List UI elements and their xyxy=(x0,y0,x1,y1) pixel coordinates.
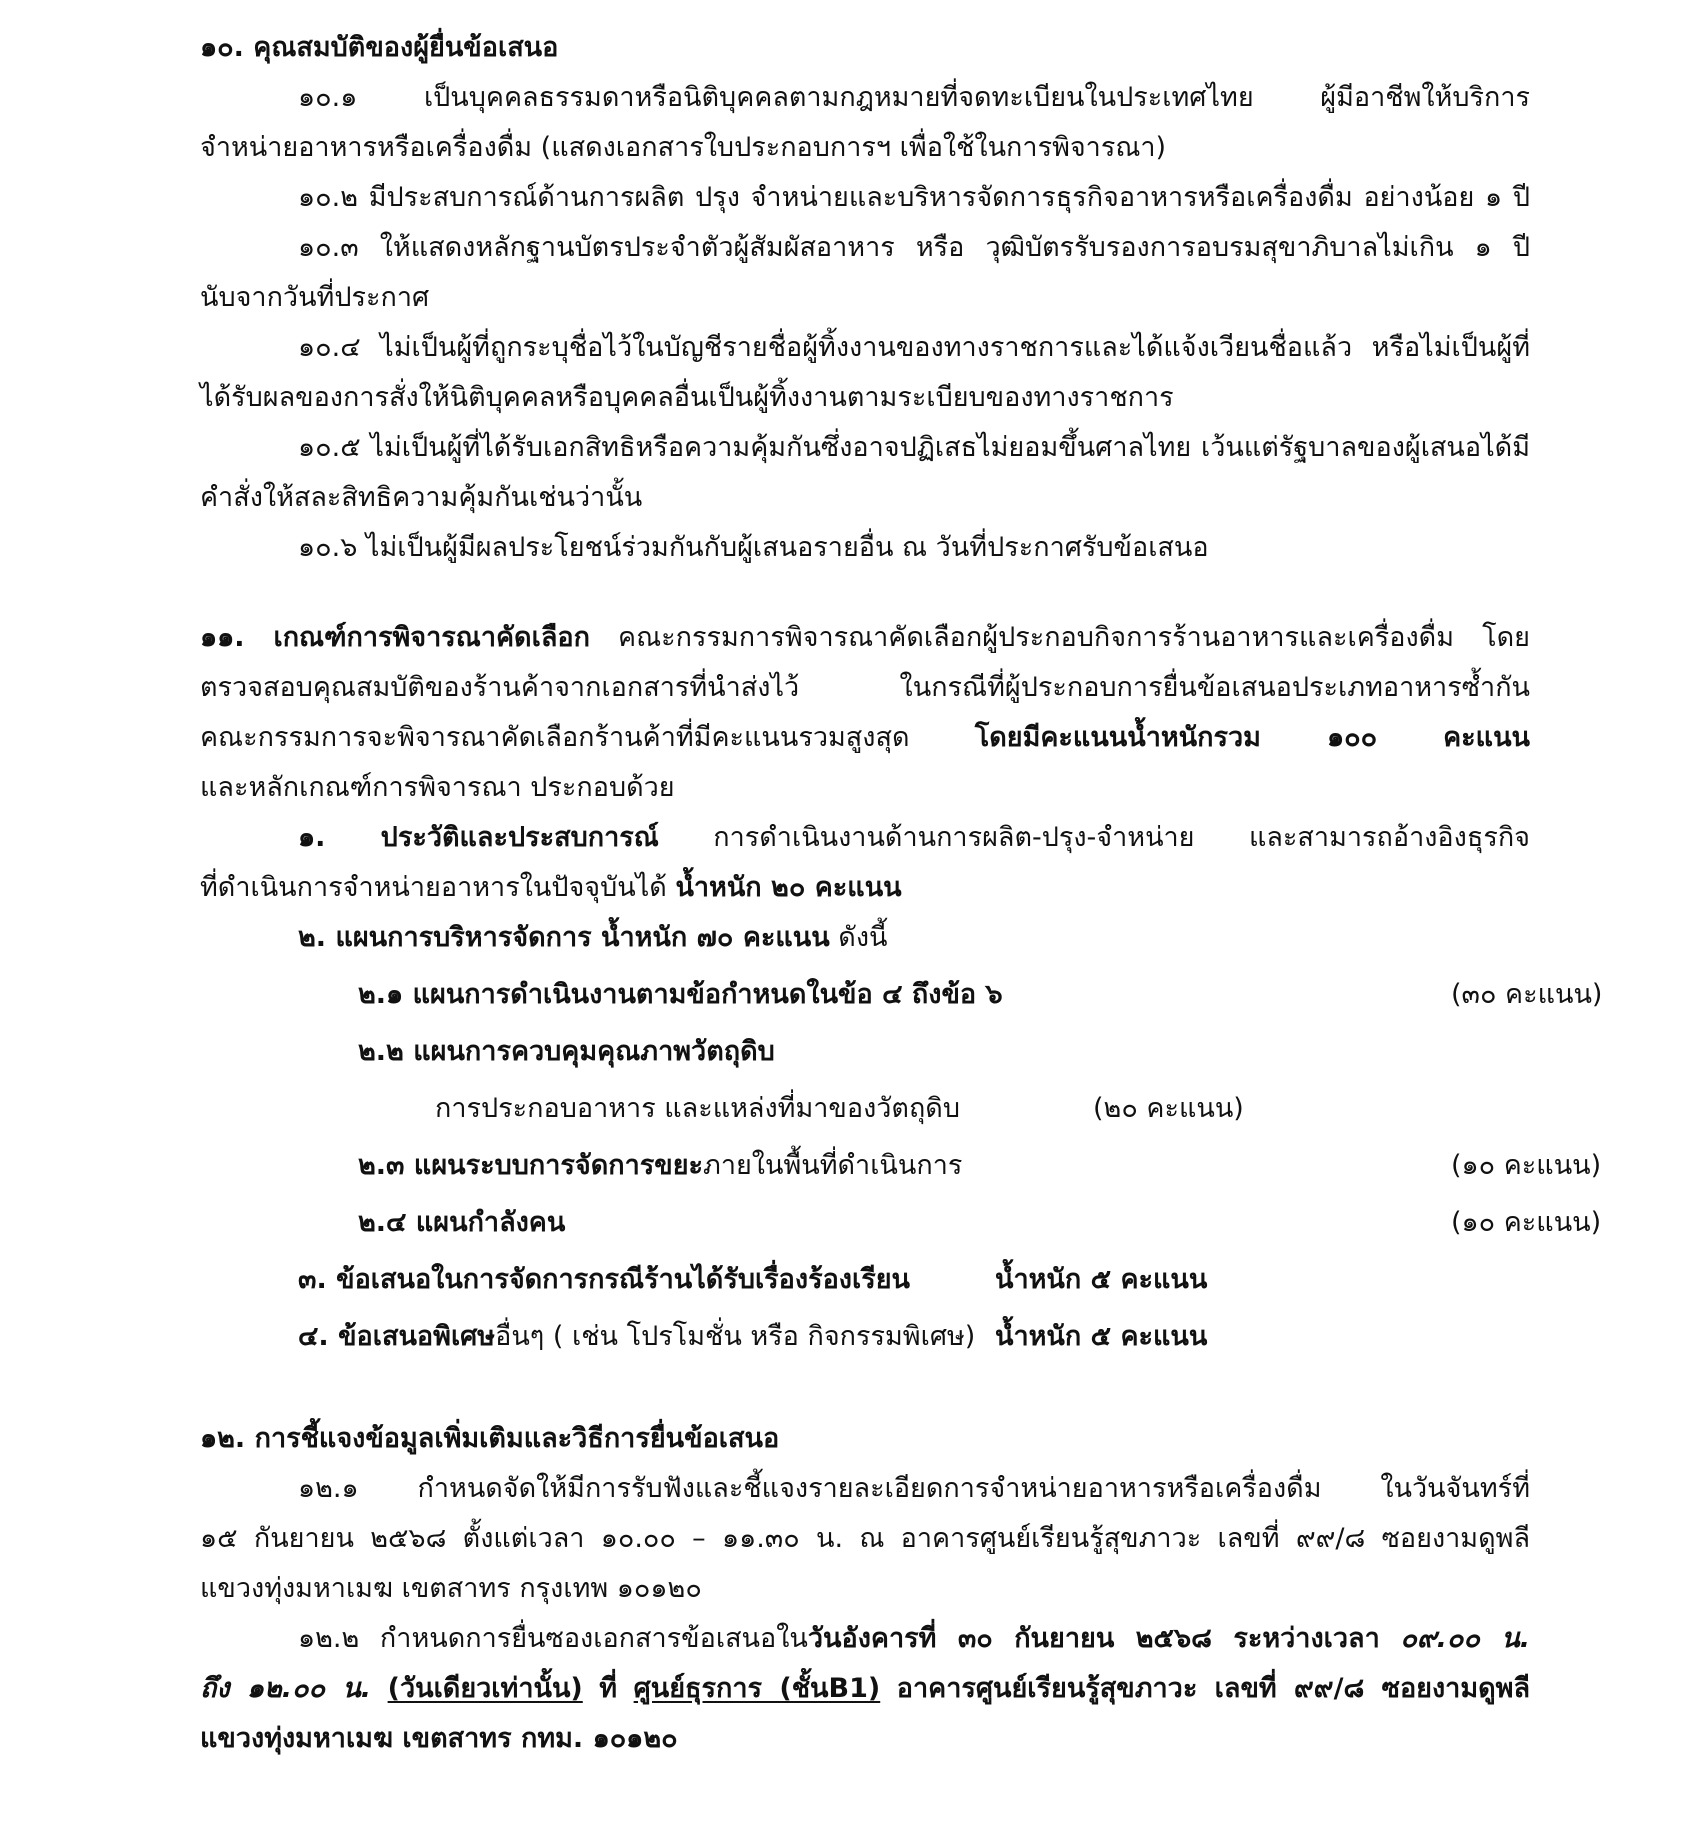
s12-item-1-line-2: ๑๕ กันยายน ๒๕๖๘ ตั้งแต่เวลา ๑๐.๐๐ – ๑๑.๓๐ น. ณ อาคารศูนย์เรียนรู้สุขภาวะ เลขที่ ๙๙/๘ ซอยงามดูพลี xyxy=(200,1523,1530,1554)
criterion-2-2-score: (๒๐ คะแนน) xyxy=(1093,1093,1244,1124)
criterion-4-weight: น้ำหนัก ๕ คะแนน xyxy=(995,1321,1208,1352)
section-12-title: ๑๒. การชี้แจงข้อมูลเพิ่มเติมและวิธีการยื่นข้อเสนอ xyxy=(200,1423,780,1454)
criterion-2-4-score: (๑๐ คะแนน) xyxy=(1451,1207,1602,1238)
s11-line-3-text: คณะกรรมการจะพิจารณาคัดเลือกร้านค้าที่มีคะแนนรวมสูงสุด xyxy=(200,722,910,753)
s10-item-1-line-2: จำหน่ายอาหารหรือเครื่องดื่ม (แสดงเอกสารใบประกอบการฯ เพื่อใช้ในการพิจารณา) xyxy=(200,132,1167,163)
s12-item-2-text: ๑๒.๒ กำหนดการยื่นซองเอกสารข้อเสนอใน xyxy=(298,1623,808,1654)
criterion-2-3 xyxy=(358,1146,1602,1190)
criterion-2-4-title: ๒.๔ แผนกำลังคน xyxy=(358,1207,566,1238)
section-10-title: ๑๐. คุณสมบัติของผู้ยื่นข้อเสนอ xyxy=(200,32,559,63)
criterion-2-3-desc: ภายในพื้นที่ดำเนินการ xyxy=(703,1150,963,1181)
total-weight: โดยมีคะแนนน้ำหนักรวม ๑๐๐ คะแนน xyxy=(974,722,1530,753)
criterion-3-title: ๓. ข้อเสนอในการจัดการกรณีร้านได้รับเรื่องร้องเรียน xyxy=(298,1264,910,1295)
criterion-3 xyxy=(298,1260,1530,1304)
criterion-4-desc: อื่นๆ ( เช่น โปรโมชั่น หรือ กิจกรรมพิเศษ) xyxy=(495,1321,976,1352)
s12-item-2-line-3: แขวงทุ่งมหาเมฆ เขตสาทร กทม. ๑๐๑๒๐ xyxy=(200,1723,678,1754)
s10-item-1-line-1: ๑๐.๑ เป็นบุคคลธรรมดาหรือนิติบุคคลตามกฎหมายที่จดทะเบียนในประเทศไทย ผู้มีอาชีพให้บริการ xyxy=(298,82,1530,113)
s10-item-5-line-1: ๑๐.๕ ไม่เป็นผู้ที่ได้รับเอกสิทธิหรือความคุ้มกันซึ่งอาจปฏิเสธไม่ยอมขึ้นศาลไทย เว้นแต่รัฐบาลของผู้เสนอได้มี xyxy=(298,432,1530,463)
submission-location: ศูนย์ธุรการ (ชั้นB1) xyxy=(633,1673,881,1704)
s11-intro: คณะกรรมการพิจารณาคัดเลือกผู้ประกอบกิจการร้านอาหารและเครื่องดื่ม โดย xyxy=(618,622,1530,653)
s10-item-3-line-1: ๑๐.๓ ให้แสดงหลักฐานบัตรประจำตัวผู้สัมผัสอาหาร หรือ วุฒิบัตรรับรองการอบรมสุขาภิบาลไม่เกิน ๑ ปี xyxy=(298,232,1530,263)
criterion-2-3-title: ๒.๓ แผนระบบการจัดการขยะ xyxy=(358,1150,704,1181)
criterion-1-title: ๑. ประวัติและประสบการณ์ xyxy=(298,822,659,853)
s11-line-2: ตรวจสอบคุณสมบัติของร้านค้าจากเอกสารที่นำส่งไว้ ในกรณีที่ผู้ประกอบการยื่นข้อเสนอประเภทอาหารซ้ำกัน xyxy=(200,672,1530,703)
criterion-1-desc: การดำเนินงานด้านการผลิต-ปรุง-จำหน่าย และสามารถอ้างอิงธุรกิจ xyxy=(713,822,1530,853)
submission-start-time: ๐๙.๐๐ น. xyxy=(1400,1623,1530,1654)
s10-item-5-line-2: คำสั่งให้สละสิทธิความคุ้มกันเช่นว่านั้น xyxy=(200,482,643,513)
one-day-only: (วันเดียวเท่านั้น) xyxy=(387,1673,583,1704)
criterion-2-rest: ดังนี้ xyxy=(838,922,888,953)
s12-item-1-line-3: แขวงทุ่งมหาเมฆ เขตสาทร กรุงเทพ ๑๐๑๒๐ xyxy=(200,1573,702,1604)
criterion-2-2-sub xyxy=(435,1089,1530,1133)
criterion-1-line-1 xyxy=(298,818,1530,862)
criterion-3-weight: น้ำหนัก ๕ คะแนน xyxy=(995,1264,1208,1295)
criterion-2-2-title: ๒.๒ แผนการควบคุมคุณภาพวัตถุดิบ xyxy=(358,1036,775,1067)
criterion-2-3-score: (๑๐ คะแนน) xyxy=(1451,1150,1602,1181)
criterion-2-title: ๒. แผนการบริหารจัดการ น้ำหนัก ๗๐ คะแนน xyxy=(298,922,830,953)
criterion-2-2 xyxy=(358,1032,1530,1076)
s10-item-4-line-1: ๑๐.๔ ไม่เป็นผู้ที่ถูกระบุชื่อไว้ในบัญชีรายชื่อผู้ทิ้งงานของทางราชการและได้แจ้งเวียนชื่อแล้ว หรือไม่เป็นผู้ที่ xyxy=(298,332,1530,363)
criterion-2-1-title: ๒.๑ แผนการดำเนินงานตามข้อกำหนดในข้อ ๔ ถึงข้อ ๖ xyxy=(358,979,1003,1010)
criterion-2-4 xyxy=(358,1203,1602,1247)
s11-line-1 xyxy=(200,618,1530,662)
criterion-4-title: ๔. ข้อเสนอพิเศษ xyxy=(298,1321,496,1352)
s10-item-3-line-2: นับจากวันที่ประกาศ xyxy=(200,282,430,313)
s12-item-1-line-1: ๑๒.๑ กำหนดจัดให้มีการรับฟังและชี้แจงรายละเอียดการจำหน่ายอาหารหรือเครื่องดื่ม ในวันจันทร์ที่ xyxy=(298,1473,1530,1504)
section-11-title: ๑๑. เกณฑ์การพิจารณาคัดเลือก xyxy=(200,622,590,653)
criterion-2-1-score: (๓๐ คะแนน) xyxy=(1451,979,1603,1010)
criterion-4 xyxy=(298,1317,1530,1361)
at-label: ที่ xyxy=(599,1673,618,1704)
criterion-1-weight: น้ำหนัก ๒๐ คะแนน xyxy=(675,872,902,903)
s10-item-6: ๑๐.๖ ไม่เป็นผู้มีผลประโยชน์ร่วมกันกับผู้เสนอรายอื่น ณ วันที่ประกาศรับข้อเสนอ xyxy=(298,532,1209,563)
s10-item-4-line-2: ได้รับผลของการสั่งให้นิติบุคคลหรือบุคคลอื่นเป็นผู้ทิ้งงานตามระเบียบของทางราชการ xyxy=(200,382,1174,413)
submission-address: อาคารศูนย์เรียนรู้สุขภาวะ เลขที่ ๙๙/๘ ซอยงามดูพลี xyxy=(896,1673,1530,1704)
criterion-2 xyxy=(298,918,1530,962)
criterion-2-2-desc: การประกอบอาหาร และแหล่งที่มาของวัตถุดิบ xyxy=(435,1093,960,1124)
s10-item-2: ๑๐.๒ มีประสบการณ์ด้านการผลิต ปรุง จำหน่ายและบริหารจัดการธุรกิจอาหารหรือเครื่องดื่ม อย่างน้อย ๑ ปี xyxy=(298,182,1530,213)
s12-item-2-line-1 xyxy=(298,1619,1530,1663)
criterion-1-desc-2: ที่ดำเนินการจำหน่ายอาหารในปัจจุบันได้ xyxy=(200,872,667,903)
s11-line-3 xyxy=(200,718,1530,762)
criterion-2-1 xyxy=(358,975,1603,1019)
s12-item-2-line-2 xyxy=(200,1669,1530,1713)
submission-end-time: ถึง ๑๒.๐๐ น. xyxy=(200,1673,372,1704)
submission-date: วันอังคารที่ ๓๐ กันยายน ๒๕๖๘ ระหว่างเวลา xyxy=(807,1623,1380,1654)
criterion-1-line-2 xyxy=(200,868,1530,912)
s11-line-4: และหลักเกณฑ์การพิจารณา ประกอบด้วย xyxy=(200,772,675,803)
